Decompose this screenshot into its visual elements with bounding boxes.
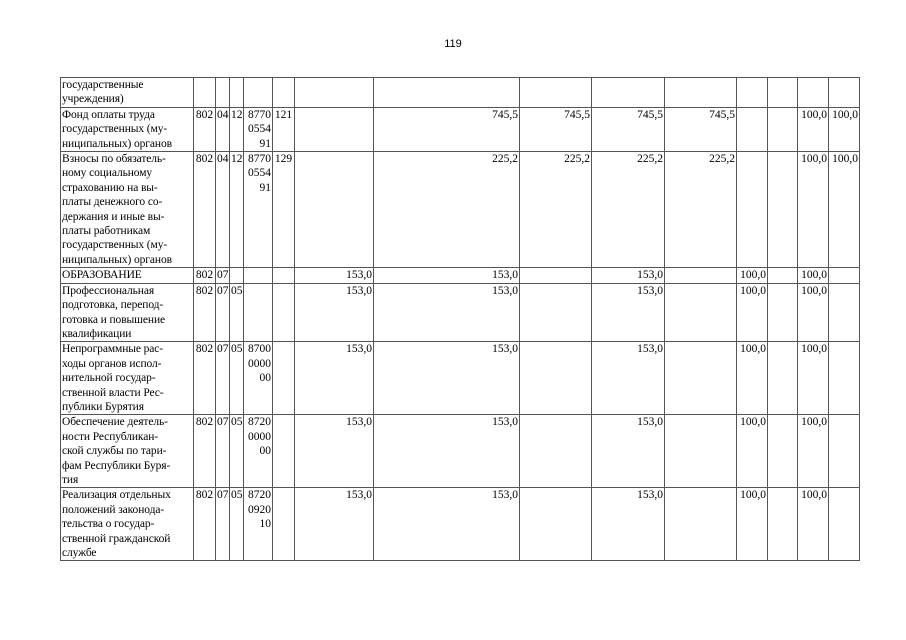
- cell-name-text: Реализация отдельных положений законода- тельства о государ- ственной гражданской службе: [62, 489, 171, 559]
- cell-percent: [768, 152, 798, 268]
- cell-percent: [737, 342, 768, 415]
- cell-value: [592, 78, 665, 108]
- cell-percent: [829, 152, 860, 268]
- cell-percent: [829, 107, 860, 151]
- cell-admin-code-text: 802: [195, 416, 214, 429]
- cell-percent-text: 100,0: [801, 343, 827, 356]
- cell-percent: [768, 488, 798, 561]
- cell-value: [374, 342, 520, 415]
- cell-admin-code-text: 802: [195, 269, 214, 282]
- budget-table-body: [61, 78, 860, 561]
- cell-target-article-text: 8770 0554 91: [248, 153, 271, 194]
- cell-percent: [829, 283, 860, 342]
- cell-section: [216, 342, 230, 415]
- table-row: [61, 488, 860, 561]
- cell-section: [216, 488, 230, 561]
- cell-percent: [768, 415, 798, 488]
- cell-name-text: Профессиональная подготовка, перепод- готовка и повышение квалификации: [62, 284, 166, 340]
- cell-name: [61, 415, 194, 488]
- cell-target-article: [244, 342, 273, 415]
- cell-value: [520, 283, 592, 342]
- cell-expense-type: [273, 107, 295, 151]
- cell-section: [216, 107, 230, 151]
- cell-subsection-text: 12: [231, 108, 243, 121]
- cell-admin-code: [194, 342, 216, 415]
- cell-percent-text: 100,0: [832, 153, 858, 166]
- cell-value: [592, 283, 665, 342]
- cell-value: [295, 488, 374, 561]
- cell-section: [216, 152, 230, 268]
- cell-value: [295, 342, 374, 415]
- cell-target-article: [244, 78, 273, 108]
- cell-subsection-text: 05: [231, 343, 243, 356]
- table-row: [61, 342, 860, 415]
- cell-subsection-text: 05: [231, 489, 243, 502]
- cell-section-text: 07: [217, 489, 229, 502]
- cell-value-text: 225,2: [637, 153, 663, 166]
- cell-percent: [737, 268, 768, 283]
- cell-percent: [798, 342, 829, 415]
- cell-percent: [798, 268, 829, 283]
- cell-section-text: 07: [217, 284, 229, 297]
- cell-value: [295, 107, 374, 151]
- cell-expense-type: [273, 488, 295, 561]
- cell-value-text: 153,0: [492, 343, 518, 356]
- cell-value: [592, 415, 665, 488]
- cell-name-text: Взносы по обязатель- ному социальному страхованию на вы- платы денежного со- держания и иные вы- платы работникам государственных (му- ниципальных) органов: [62, 153, 172, 266]
- cell-section-text: 04: [217, 153, 229, 166]
- cell-target-article: [244, 152, 273, 268]
- cell-name: [61, 78, 194, 108]
- cell-target-article: [244, 488, 273, 561]
- cell-percent: [737, 415, 768, 488]
- cell-percent: [798, 107, 829, 151]
- cell-value: [592, 268, 665, 283]
- cell-value: [295, 415, 374, 488]
- cell-percent: [768, 268, 798, 283]
- table-row: [61, 152, 860, 268]
- cell-name: [61, 342, 194, 415]
- cell-section-text: 04: [217, 108, 229, 121]
- cell-value: [520, 415, 592, 488]
- cell-target-article: [244, 107, 273, 151]
- cell-target-article-text: 8720 0920 10: [248, 489, 271, 531]
- cell-section-text: 07: [217, 269, 229, 282]
- cell-subsection: [230, 78, 244, 108]
- cell-value-text: 153,0: [492, 269, 518, 282]
- cell-percent: [798, 488, 829, 561]
- cell-value-text: 153,0: [637, 269, 663, 282]
- cell-percent: [798, 152, 829, 268]
- cell-percent-text: 100,0: [801, 269, 827, 282]
- cell-percent-text: 100,0: [801, 153, 827, 166]
- table-row: [61, 107, 860, 151]
- cell-value-text: 153,0: [637, 284, 663, 297]
- cell-value-text: 153,0: [346, 284, 372, 297]
- cell-percent: [737, 78, 768, 108]
- cell-admin-code: [194, 152, 216, 268]
- cell-target-article: [244, 415, 273, 488]
- cell-admin-code-text: 802: [195, 108, 214, 121]
- cell-name-text: Обеспечение деятель- ности Республикан- ской службы по тари- фам Республики Буря- тия: [62, 416, 171, 486]
- cell-target-article-text: 8770 0554 91: [248, 108, 271, 150]
- cell-expense-type: [273, 283, 295, 342]
- cell-value: [520, 107, 592, 151]
- cell-value: [665, 283, 737, 342]
- cell-percent: [768, 78, 798, 108]
- cell-value-text: 153,0: [346, 343, 372, 356]
- cell-value: [665, 78, 737, 108]
- cell-value: [520, 78, 592, 108]
- cell-section: [216, 268, 230, 283]
- cell-value: [665, 268, 737, 283]
- cell-percent: [829, 78, 860, 108]
- cell-expense-type: [273, 268, 295, 283]
- cell-admin-code: [194, 78, 216, 108]
- cell-value: [374, 78, 520, 108]
- cell-target-article-text: 8700 0000 00: [248, 343, 271, 385]
- cell-value: [520, 342, 592, 415]
- cell-subsection: [230, 342, 244, 415]
- cell-section-text: 07: [217, 416, 229, 429]
- cell-admin-code-text: 802: [195, 153, 214, 166]
- cell-value-text: 745,5: [564, 108, 590, 121]
- cell-value: [665, 415, 737, 488]
- cell-value: [295, 152, 374, 268]
- cell-percent-text: 100,0: [740, 489, 766, 502]
- cell-value: [592, 107, 665, 151]
- cell-value: [665, 488, 737, 561]
- cell-percent: [768, 283, 798, 342]
- cell-value-text: 745,5: [709, 108, 735, 121]
- table-row: [61, 415, 860, 488]
- cell-name-text: Фонд оплаты труда государственных (му- ниципальных) органов: [62, 108, 172, 150]
- cell-percent: [737, 152, 768, 268]
- cell-value: [374, 283, 520, 342]
- cell-percent: [737, 283, 768, 342]
- budget-table: [60, 77, 860, 561]
- cell-subsection-text: 05: [231, 416, 243, 429]
- cell-target-article-text: 8720 0000 00: [248, 416, 271, 458]
- cell-value: [520, 152, 592, 268]
- cell-value-text: 153,0: [492, 416, 518, 429]
- cell-value-text: 225,2: [564, 153, 590, 166]
- cell-name: [61, 107, 194, 151]
- cell-value-text: 153,0: [492, 489, 518, 502]
- cell-name: [61, 152, 194, 268]
- cell-subsection: [230, 152, 244, 268]
- cell-target-article: [244, 283, 273, 342]
- table-row: [61, 78, 860, 108]
- cell-subsection-text: 05: [231, 284, 243, 297]
- cell-percent-text: 100,0: [801, 284, 827, 297]
- cell-percent: [798, 283, 829, 342]
- cell-percent-text: 100,0: [740, 416, 766, 429]
- cell-admin-code: [194, 268, 216, 283]
- cell-value: [592, 152, 665, 268]
- cell-percent-text: 100,0: [832, 108, 858, 121]
- cell-name-text: ОБРАЗОВАНИЕ: [62, 269, 142, 282]
- cell-expense-type-text: 129: [274, 153, 293, 166]
- cell-value: [520, 488, 592, 561]
- cell-value: [665, 152, 737, 268]
- cell-percent-text: 100,0: [740, 343, 766, 356]
- cell-subsection: [230, 488, 244, 561]
- cell-value-text: 225,2: [709, 153, 735, 166]
- cell-percent: [798, 415, 829, 488]
- page-number: 119: [444, 38, 462, 50]
- cell-percent: [798, 78, 829, 108]
- cell-value: [520, 268, 592, 283]
- cell-percent-text: 100,0: [801, 489, 827, 502]
- cell-percent-text: 100,0: [801, 108, 827, 121]
- cell-value-text: 153,0: [492, 284, 518, 297]
- cell-value-text: 153,0: [346, 269, 372, 282]
- cell-percent-text: 100,0: [740, 269, 766, 282]
- cell-value-text: 225,2: [492, 153, 518, 166]
- cell-expense-type: [273, 342, 295, 415]
- cell-name: [61, 488, 194, 561]
- cell-value: [374, 107, 520, 151]
- cell-value: [374, 152, 520, 268]
- cell-percent: [829, 342, 860, 415]
- cell-percent: [768, 107, 798, 151]
- cell-expense-type: [273, 152, 295, 268]
- cell-name: [61, 283, 194, 342]
- cell-subsection: [230, 283, 244, 342]
- cell-percent: [829, 488, 860, 561]
- cell-section: [216, 415, 230, 488]
- cell-value-text: 153,0: [637, 489, 663, 502]
- cell-value-text: 153,0: [637, 416, 663, 429]
- cell-target-article: [244, 268, 273, 283]
- cell-admin-code-text: 802: [195, 343, 214, 356]
- cell-value: [374, 488, 520, 561]
- cell-admin-code-text: 802: [195, 489, 214, 502]
- cell-admin-code: [194, 107, 216, 151]
- cell-section: [216, 283, 230, 342]
- cell-subsection: [230, 415, 244, 488]
- table-row: [61, 283, 860, 342]
- table-row: [61, 268, 860, 283]
- cell-percent: [768, 342, 798, 415]
- cell-value-text: 153,0: [346, 489, 372, 502]
- cell-expense-type-text: 121: [274, 108, 293, 121]
- cell-value: [592, 342, 665, 415]
- cell-name-text: государственные учреждения): [62, 79, 144, 106]
- cell-value: [374, 268, 520, 283]
- cell-value: [374, 415, 520, 488]
- cell-value-text: 153,0: [346, 416, 372, 429]
- cell-percent: [829, 268, 860, 283]
- cell-value: [592, 488, 665, 561]
- cell-subsection-text: 12: [231, 153, 243, 166]
- cell-percent-text: 100,0: [801, 416, 827, 429]
- cell-value: [295, 78, 374, 108]
- cell-section-text: 07: [217, 343, 229, 356]
- cell-value-text: 745,5: [637, 108, 663, 121]
- cell-value-text: 745,5: [492, 108, 518, 121]
- cell-value-text: 153,0: [637, 343, 663, 356]
- cell-value: [295, 268, 374, 283]
- cell-admin-code-text: 802: [195, 284, 214, 297]
- cell-value: [665, 342, 737, 415]
- cell-value: [295, 283, 374, 342]
- cell-percent: [737, 488, 768, 561]
- cell-section: [216, 78, 230, 108]
- cell-admin-code: [194, 283, 216, 342]
- cell-value: [665, 107, 737, 151]
- cell-expense-type: [273, 78, 295, 108]
- cell-expense-type: [273, 415, 295, 488]
- cell-subsection: [230, 268, 244, 283]
- cell-name-text: Непрограммные рас- ходы органов испол- нительной государ- ственной власти Рес- публики Бурятия: [62, 343, 164, 413]
- cell-percent: [737, 107, 768, 151]
- cell-admin-code: [194, 488, 216, 561]
- cell-percent: [829, 415, 860, 488]
- cell-percent-text: 100,0: [740, 284, 766, 297]
- cell-name: [61, 268, 194, 283]
- cell-subsection: [230, 107, 244, 151]
- cell-admin-code: [194, 415, 216, 488]
